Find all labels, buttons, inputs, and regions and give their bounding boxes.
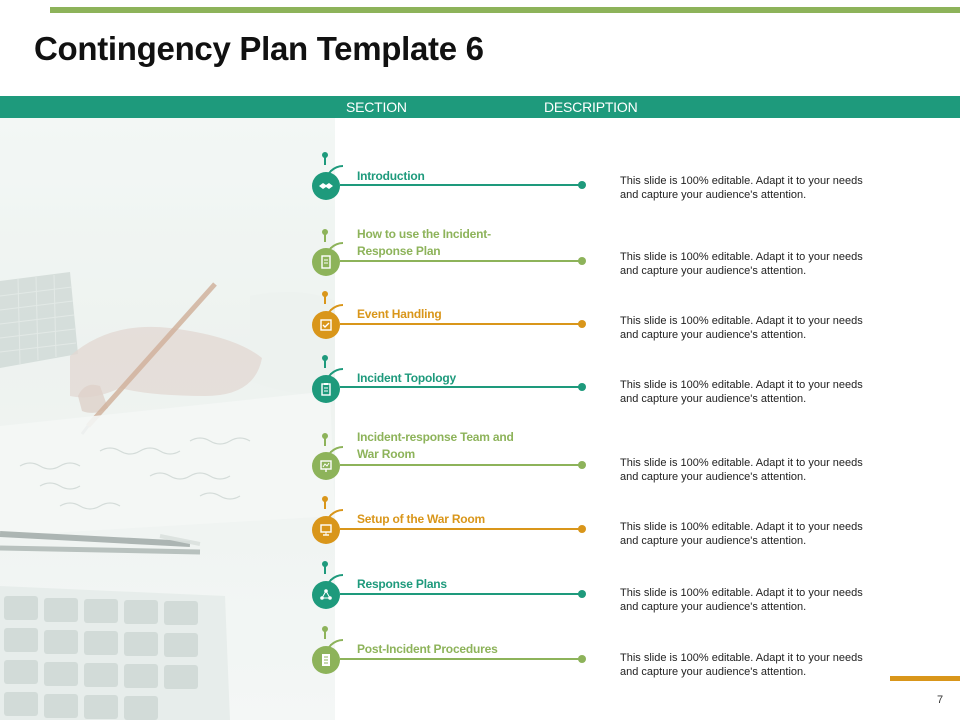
- section-label: How to use the Incident-Response Plan: [357, 227, 491, 258]
- section-label: Setup of the War Room: [357, 512, 486, 526]
- section-description: This slide is 100% editable. Adapt it to your needs and capture your audience's attention.: [620, 457, 863, 483]
- section-label: Post-Incident Procedures: [357, 642, 498, 656]
- slide-title: Contingency Plan Template 6: [34, 30, 484, 67]
- presentation-icon: [312, 452, 340, 480]
- computer-icon: [312, 516, 340, 544]
- clipboard-icon: [312, 375, 340, 403]
- network-icon: [312, 581, 340, 609]
- background-photo: [0, 96, 335, 720]
- section-description: This slide is 100% editable. Adapt it to your needs and capture your audience's attention.: [620, 315, 863, 341]
- table-header-band: [0, 96, 960, 118]
- section-description: This slide is 100% editable. Adapt it to your needs and capture your audience's attention.: [620, 652, 863, 678]
- section-description: This slide is 100% editable. Adapt it to your needs and capture your audience's attention.: [620, 379, 863, 405]
- notes-icon: [312, 646, 340, 674]
- document-icon: [312, 248, 340, 276]
- page-number: 7: [937, 694, 944, 706]
- section-label: Incident-response Team and War Room: [357, 430, 514, 461]
- section-description: This slide is 100% editable. Adapt it to your needs and capture your audience's attention.: [620, 521, 863, 547]
- section-description: This slide is 100% editable. Adapt it to your needs and capture your audience's attention.: [620, 587, 863, 613]
- checklist-icon: [312, 311, 340, 339]
- section-label: Incident Topology: [357, 371, 457, 385]
- top-accent-bar: [50, 7, 960, 13]
- handshake-icon: [312, 172, 340, 200]
- section-label: Response Plans: [357, 577, 447, 591]
- desk-photo-illustration: [0, 96, 335, 720]
- bottom-accent-bar: [890, 676, 960, 681]
- section-description: This slide is 100% editable. Adapt it to your needs and capture your audience's attention.: [620, 175, 863, 201]
- description-header: DESCRIPTION: [544, 99, 638, 115]
- section-description: This slide is 100% editable. Adapt it to your needs and capture your audience's attention.: [620, 251, 863, 277]
- section-label: Introduction: [357, 169, 425, 183]
- section-label: Event Handling: [357, 307, 442, 321]
- section-header: SECTION: [346, 99, 407, 115]
